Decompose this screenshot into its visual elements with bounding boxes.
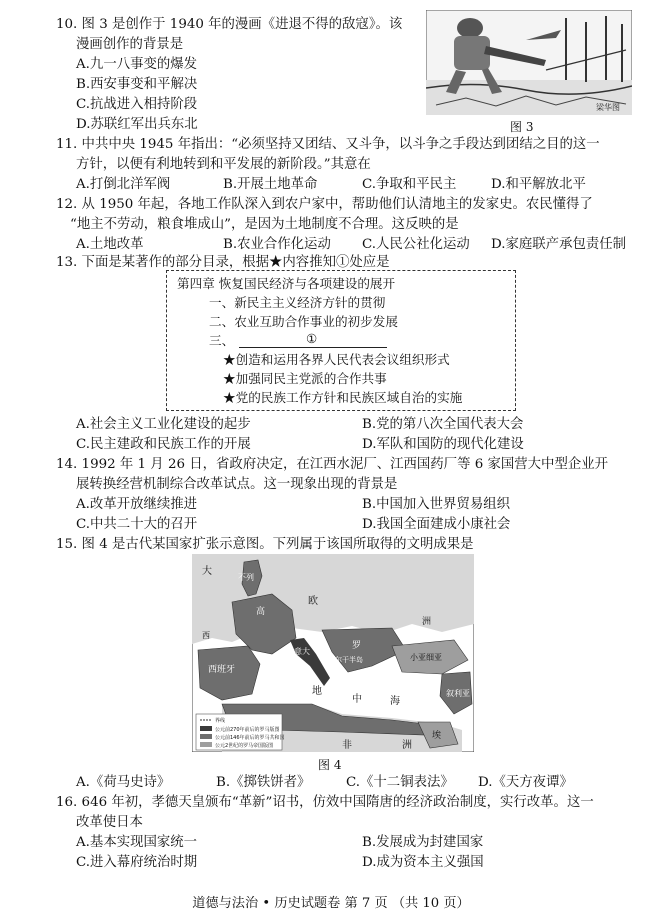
q14-option-b[interactable]: B.中国加入世界贸易组织 [362, 497, 511, 512]
q13-option-b[interactable]: B.党的第八次全国代表大会 [362, 417, 524, 432]
q13-option-d[interactable]: D.军队和国防的现代化建设 [362, 437, 524, 452]
figure-4-map [192, 554, 474, 752]
map-label-da: 大 [202, 566, 212, 577]
q12-option-b[interactable]: B.农业合作化运动 [223, 237, 331, 252]
q11-stem-line1: 11. 中共中央 1945 年指出：“必须坚持又团结、又斗争，以斗争之手段达到团结之目的这一 [56, 137, 600, 152]
map-label-buliedian: 不列 [238, 573, 254, 582]
toc-blank-line [239, 347, 387, 348]
q10-stem-line1: 10. 图 3 是创作于 1940 年的漫画《进退不得的敌寇》。该 [56, 17, 403, 32]
q16-option-a[interactable]: A.基本实现国家统一 [76, 835, 198, 850]
toc-section-1: 一、新民主主义经济方针的贯彻 [209, 295, 386, 310]
map-label-bajin: 巴尔干半岛 [328, 656, 363, 664]
toc-bullet-2: ★加强同民主党派的合作共事 [223, 371, 387, 386]
toc-blank-mark: ① [306, 331, 318, 346]
map-label-yidali: 意大 [294, 647, 310, 656]
q13-option-c[interactable]: C.民主建政和民族工作的开展 [76, 437, 251, 452]
legend-item-3: 公元前146年前后的罗马共和国 [215, 735, 285, 741]
q14-stem-line2: 展转换经营机制综合改革试点。这一现象出现的背景是 [76, 477, 398, 492]
toc-bullet-3: ★党的民族工作方针和民族区域自治的实施 [223, 390, 463, 405]
legend-item-1: 界线 [215, 718, 226, 724]
cartoon-signature: 梁华图 [596, 103, 620, 112]
legend-item-2: 公元前270年前后的罗马版图 [215, 727, 280, 733]
q12-option-a[interactable]: A.土地改革 [76, 237, 144, 252]
map-label-xuliya: 叙利亚 [446, 689, 470, 698]
q14-option-a[interactable]: A.改革开放继续推进 [76, 497, 198, 512]
q13-toc-box [166, 270, 516, 411]
q10-option-a[interactable]: A.九一八事变的爆发 [76, 57, 198, 72]
q15-option-a[interactable]: A.《荷马史诗》 [76, 775, 171, 790]
map-label-ai: 埃 [432, 731, 442, 741]
q14-stem-line1: 14. 1992 年 1 月 26 日，省政府决定，在江西水泥厂、江西国药厂等 6 家国营大中型企业开 [56, 457, 609, 472]
q11-option-b[interactable]: B.开展土地革命 [223, 177, 318, 192]
q15-option-b[interactable]: B.《掷铁饼者》 [216, 775, 311, 790]
q12-stem-line1: 12. 从 1950 年起，各地工作队深入到农户家中，帮助他们认清地主的发家史。农民懂得了 [56, 197, 593, 212]
q15-option-d[interactable]: D.《天方夜谭》 [478, 775, 573, 790]
page-footer: 道德与法治 • 历史试题卷 第 7 页 （共 10 页） [192, 896, 470, 911]
map-label-xiaoyaxiya: 小亚细亚 [410, 653, 442, 662]
map-label-xibanya: 西班牙 [208, 665, 236, 675]
figure-3-cartoon [426, 10, 632, 115]
q13-option-a[interactable]: A.社会主义工业化建设的起步 [76, 417, 251, 432]
q10-option-c[interactable]: C.抗战进入相持阶段 [76, 97, 198, 112]
q11-option-a[interactable]: A.打倒北洋军阀 [76, 177, 171, 192]
q14-option-d[interactable]: D.我国全面建成小康社会 [362, 517, 511, 532]
q11-option-c[interactable]: C.争取和平民主 [362, 177, 457, 192]
toc-section-2: 二、农业互助合作事业的初步发展 [209, 314, 398, 329]
q14-option-c[interactable]: C.中共二十大的召开 [76, 517, 198, 532]
q10-stem-line2: 漫画创作的背景是 [76, 37, 184, 52]
legend-item-4: 公元2世纪的罗马帝国版图 [215, 743, 274, 749]
toc-section-3: 三、 [209, 333, 235, 348]
q16-option-c[interactable]: C.进入幕府统治时期 [76, 855, 198, 870]
map-label-feizhou-2: 洲 [402, 740, 412, 751]
map-label-hai: 海 [390, 696, 400, 707]
q10-option-d[interactable]: D.苏联红军出兵东北 [76, 117, 198, 132]
q11-option-d[interactable]: D.和平解放北平 [491, 177, 586, 192]
figure-3-label: 图 3 [510, 120, 534, 134]
figure-4-label: 图 4 [318, 758, 342, 772]
q11-stem-line2: 方针，以便有利地转到和平发展的新阶段。”其意在 [76, 157, 371, 172]
q12-option-d[interactable]: D.家庭联产承包责任制 [491, 237, 627, 252]
map-label-luo: 罗 [352, 641, 362, 651]
map-label-feizhou-1: 非 [342, 740, 352, 751]
toc-bullet-1: ★创造和运用各界人民代表会议组织形式 [223, 352, 450, 367]
q12-stem-line2: “地主不劳动，粮食堆成山”，是因为土地制度不合理。这反映的是 [70, 217, 459, 232]
q10-option-b[interactable]: B.西安事变和平解决 [76, 77, 198, 92]
map-label-xi: 西 [202, 631, 210, 640]
q16-option-d[interactable]: D.成为资本主义强国 [362, 855, 484, 870]
map-label-gao: 高 [256, 607, 266, 617]
map-label-zhou: 洲 [422, 617, 432, 627]
q12-option-c[interactable]: C.人民公社化运动 [362, 237, 470, 252]
q13-stem: 13. 下面是某著作的部分目录，根据★内容推知①处应是 [56, 255, 390, 270]
map-label-di: 地 [312, 686, 322, 697]
q16-option-b[interactable]: B.发展成为封建国家 [362, 835, 484, 850]
map-label-ou: 欧 [308, 596, 318, 607]
q15-stem: 15. 图 4 是古代某国家扩张示意图。下列属于该国所取得的文明成果是 [56, 537, 474, 552]
q15-option-c[interactable]: C.《十二铜表法》 [346, 775, 454, 790]
q16-stem-line1: 16. 646 年初，孝德天皇颁布“革新”诏书，仿效中国隋唐的经济政治制度，实行改革。这一 [56, 795, 594, 810]
q16-stem-line2: 改革使日本 [76, 815, 143, 830]
map-label-zhong: 中 [352, 694, 362, 705]
toc-chapter: 第四章 恢复国民经济与各项建设的展开 [177, 276, 396, 291]
